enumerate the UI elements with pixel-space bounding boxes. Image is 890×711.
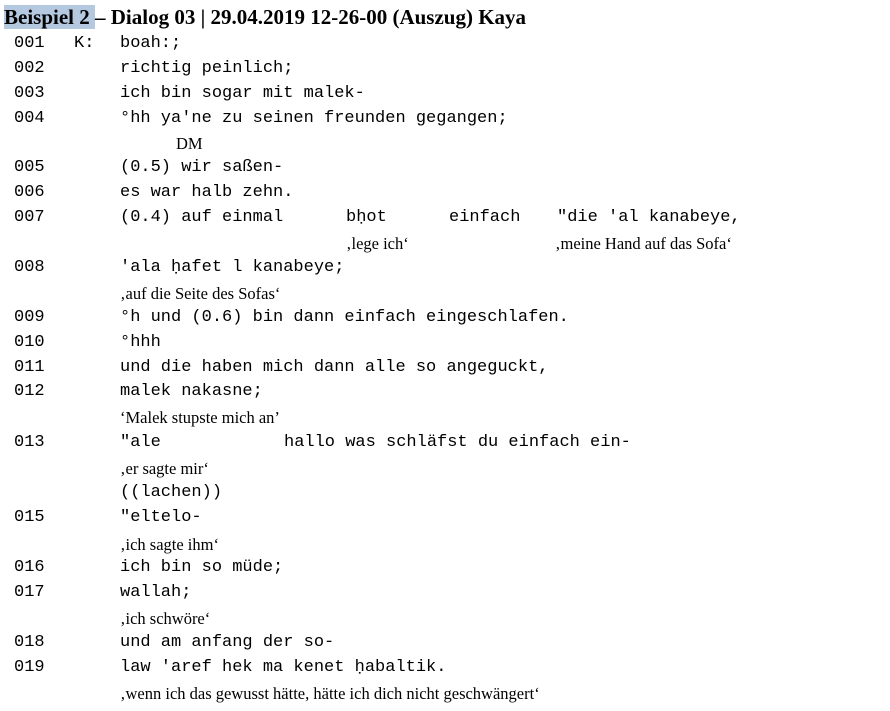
line-number: 019	[14, 658, 45, 677]
utterance: 'ala ḥafet l kanabeye;	[120, 258, 345, 277]
line-number: 008	[14, 258, 45, 277]
line-number: 017	[14, 583, 45, 602]
gloss: ‚ich schwöre‘	[120, 609, 211, 628]
line-number: 012	[14, 382, 45, 401]
line-number: 013	[14, 433, 45, 452]
utterance: richtig peinlich;	[120, 59, 294, 78]
gloss: ‚meine Hand auf das Sofa‘	[555, 234, 732, 253]
speaker-label: K:	[74, 34, 95, 53]
utterance: ich bin sogar mit malek-	[120, 84, 365, 103]
title-rest: – Dialog 03 | 29.04.2019 12-26-00 (Auszug) Kaya	[95, 5, 527, 29]
utterance: ich bin so müde;	[120, 558, 284, 577]
line-number: 016	[14, 558, 45, 577]
utterance: °hhh	[120, 333, 161, 352]
page-title	[4, 4, 526, 30]
gloss: ‚wenn ich das gewusst hätte, hätte ich dich nicht geschwängert‘	[120, 684, 540, 703]
utterance: °hh ya'ne zu seinen freunden gegangen;	[120, 109, 508, 128]
gloss: ‚lege ich‘	[346, 234, 409, 253]
utterance: wallah;	[120, 583, 192, 602]
utterance: und die haben mich dann alle so angeguckt,	[120, 358, 549, 377]
utterance-segment: hallo was schläfst du einfach ein-	[284, 433, 631, 452]
line-number: 009	[14, 308, 45, 327]
utterance-segment: "ale	[120, 433, 161, 452]
utterance-segment: "die 'al kanabeye,	[557, 208, 741, 227]
line-number: 001	[14, 34, 45, 53]
line-number: 011	[14, 358, 45, 377]
utterance: es war halb zehn.	[120, 183, 294, 202]
utterance-segment: (0.4) auf einmal	[120, 208, 284, 227]
gloss: ‚auf die Seite des Sofas‘	[120, 284, 281, 303]
gloss: ‚ich sagte ihm‘	[120, 535, 219, 554]
utterance: malek nakasne;	[120, 382, 263, 401]
line-number: 003	[14, 84, 45, 103]
gloss: ‘Malek stupste mich an’	[120, 408, 280, 427]
line-number: 010	[14, 333, 45, 352]
utterance: "eltelo-	[120, 508, 202, 527]
line-number: 002	[14, 59, 45, 78]
utterance-segment: bḥot	[346, 208, 387, 227]
line-number: 005	[14, 158, 45, 177]
gloss: ‚er sagte mir‘	[120, 459, 209, 478]
utterance: °h und (0.6) bin dann einfach eingeschlafen.	[120, 308, 569, 327]
line-number: 018	[14, 633, 45, 652]
utterance: (0.5) wir saßen-	[120, 158, 284, 177]
non-verbal-annotation: ((lachen))	[120, 483, 223, 502]
utterance: und am anfang der so-	[120, 633, 335, 652]
line-number: 004	[14, 109, 45, 128]
gloss: DM	[176, 134, 203, 153]
line-number: 006	[14, 183, 45, 202]
line-number: 007	[14, 208, 45, 227]
utterance: law 'aref hek ma kenet ḥabaltik.	[120, 658, 447, 677]
title-highlight: Beispiel 2	[4, 5, 96, 29]
utterance: boah:;	[120, 34, 182, 53]
utterance-segment: einfach	[449, 208, 521, 227]
line-number: 015	[14, 508, 45, 527]
